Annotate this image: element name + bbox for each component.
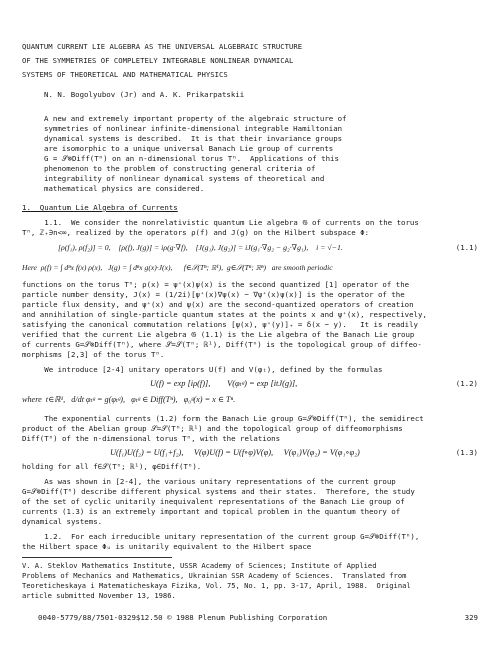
para5-line-1: As was shown in [2-4], the various unitary representations of the current group [22, 477, 396, 486]
para5-line-4: currents (1.3) is an extremely important and topical problem in the quantum theory of [22, 507, 401, 516]
publisher-line: 0040-5779/88/7501-0329$12.50 © 1988 Plenum Publishing Corporation [38, 613, 328, 622]
equation-1-3: U(f₁)U(f₂) = U(f₁+f₂), V(φ)U(f) = U(f∘φ)V(φ), V(φ₁)V(φ₂) = V(φ₁∘φ₂) [110, 448, 360, 457]
abstract-line-5: G = 𝒮⊗Diff(Tⁿ) on an n-dimensional torus Tⁿ. Applications of this [44, 154, 339, 163]
abstract-line-2: symmetries of nonlinear infinite-dimensional integrable Hamiltonian [44, 124, 343, 133]
para2-line-3: particle flux density, and ψ⁺(x) and ψ(x) are the second-quantized operators of creation [22, 300, 414, 309]
equation-1-1-number: (1.1) [455, 243, 478, 252]
para1-line-2: Tⁿ, ℤ₊∋n<∞, realized by the operators ρ(f) and J(g) on the Hilbert subspace Φ: [22, 228, 370, 237]
authors: N. N. Bogolyubov (Jr) and A. K. Prikarpatskii [44, 90, 245, 99]
where-line: where t∈ℝ¹, d/dt φₜᵍ = g(φₜᵍ), φₜᵍ ∈ Diff(Tⁿ), φ₀ᵍ(x) = x ∈ Tⁿ. [22, 395, 236, 404]
abstract-line-7: integrability of nonlinear dynamical systems of theoretical and [44, 174, 325, 183]
equation-1-3-number: (1.3) [455, 448, 478, 457]
para5-line-5: dynamical systems. [22, 517, 103, 526]
equation-1-1: [ρ(f₁), ρ(f₂)] = 0, [ρ(f), J(g)] = iρ(g·∇f), [J(g₁), J(g₂)] = iJ(g₁·∇g₂ − g₂·∇g₁), i = √−1. [58, 243, 343, 252]
para2-line-5: satisfying the canonical commutation relations [ψ(x), ψ⁺(y)]₊ = δ(x − y). It is readily [22, 320, 419, 329]
title-line-3: SYSTEMS OF THEORETICAL AND MATHEMATICAL PHYSICS [22, 70, 228, 79]
para1-line-1: 1.1. We consider the nonrelativistic quantum Lie algebra 𝔊 of currents on the torus [22, 218, 419, 227]
para2-line-6: verified that the current Lie algebra 𝔊 (1.1) is the Lie algebra of the Banach Lie group [22, 330, 415, 339]
para4-line-2: product of the Abelian group 𝒮=𝒮(Tⁿ; ℝ¹) and the topological group of diffeomorphisms [22, 424, 403, 433]
equation-1-2: U(f) = exp [iρ(f)], V(φₜᵍ) = exp [itJ(g)], [150, 379, 298, 388]
equation-1-2-number: (1.2) [455, 379, 478, 388]
para6-line-1: 1.2. For each irreducible unitary representation of the current group G=𝒮⊗Diff(Tⁿ), [22, 532, 420, 541]
abstract-line-8: mathematical physics are considered. [44, 184, 205, 193]
para4-line-1: The exponential currents (1.2) form the Banach Lie group G=𝒮⊗Diff(Tⁿ), the semidirect [22, 414, 424, 423]
para5-line-2: G=𝒮⊗Diff(Tⁿ) describe different physical systems and their states. Therefore, the study [22, 487, 415, 496]
para2-line-7: of currents G=𝒮⊗Diff(Tⁿ), where 𝒮=𝒮(Tⁿ; ℝ¹), Diff(Tⁿ) is the topological group of diffeo- [22, 340, 422, 349]
para2-line-8: morphisms [2,3] of the torus Tⁿ. [22, 350, 165, 359]
abstract-line-6: phenomenon to the problem of constructing general criteria of [44, 164, 316, 173]
para2-line-2: particle number density, J(x) = (1/2i)[ψ⁺(x)∇ψ(x) − ∇ψ⁺(x)ψ(x)] is the operator of the [22, 290, 405, 299]
definition-line: Here ρ(f) = ∫ dⁿx f(x) ρ(x), J(g) = ∫ dⁿx g(x)·J(x), f∈𝒮(Tⁿ; ℝ¹), g∈𝒮(Tⁿ; ℝⁿ) are smooth periodic [22, 263, 333, 272]
para2-line-4: and annihilation of single-particle quantum states at the points x and ψ⁺(x), respectively, [22, 310, 427, 319]
abstract-line-3: dynamical systems is described. It is that their invariance groups [44, 134, 343, 143]
section-heading: 1. Quantum Lie Algebra of Currents [22, 203, 178, 212]
para5-line-3: of the set of cyclic unitarily inequivalent representations of the Banach Lie group of [22, 497, 405, 506]
abstract-line-4: are isomorphic to a unique universal Banach Lie group of currents [44, 144, 334, 153]
footnote-line-2: Problems of Mechanics and Mathematics, Ukrainian SSR Academy of Sciences. Translated from [22, 571, 407, 580]
abstract-line-1: A new and extremely important property of the algebraic structure of [44, 114, 347, 123]
title-line-2: OF THE SYMMETRIES OF COMPLETELY INTEGRABLE NONLINEAR DYNAMICAL [22, 56, 294, 65]
footnote-line-3: Teoreticheskaya i Matematicheskaya Fizika, Vol. 75, No. 1, pp. 3-17, April, 1988. Original [22, 581, 411, 590]
para6-line-2: the Hilbert space Φᵤ is unitarily equivalent to the Hilbert space [22, 542, 312, 551]
para2-line-1: functions on the torus Tⁿ; ρ(x) = ψ⁺(x)ψ(x) is the second quantized [1] operator of the [22, 280, 410, 289]
para4-line-3: Diff(Tⁿ) of the n-dimensional torus Tⁿ, with the relations [22, 434, 281, 443]
page-number: 329 [464, 613, 478, 622]
para3-line: We introduce [2-4] unitary operators U(f) and V(φₜ), defined by the formulas [22, 365, 383, 374]
footnote-line-1: V. A. Steklov Mathematics Institute, USSR Academy of Sciences; Institute of Applied [22, 561, 377, 570]
footnote-rule [22, 557, 172, 558]
holding-line: holding for all f∈𝒮(Tⁿ; ℝ¹), φ∈Diff(Tⁿ). [22, 462, 202, 471]
title-line-1: QUANTUM CURRENT LIE ALGEBRA AS THE UNIVERSAL ALGEBRAIC STRUCTURE [22, 42, 303, 51]
footnote-line-4: article submitted November 13, 1986. [22, 591, 176, 600]
